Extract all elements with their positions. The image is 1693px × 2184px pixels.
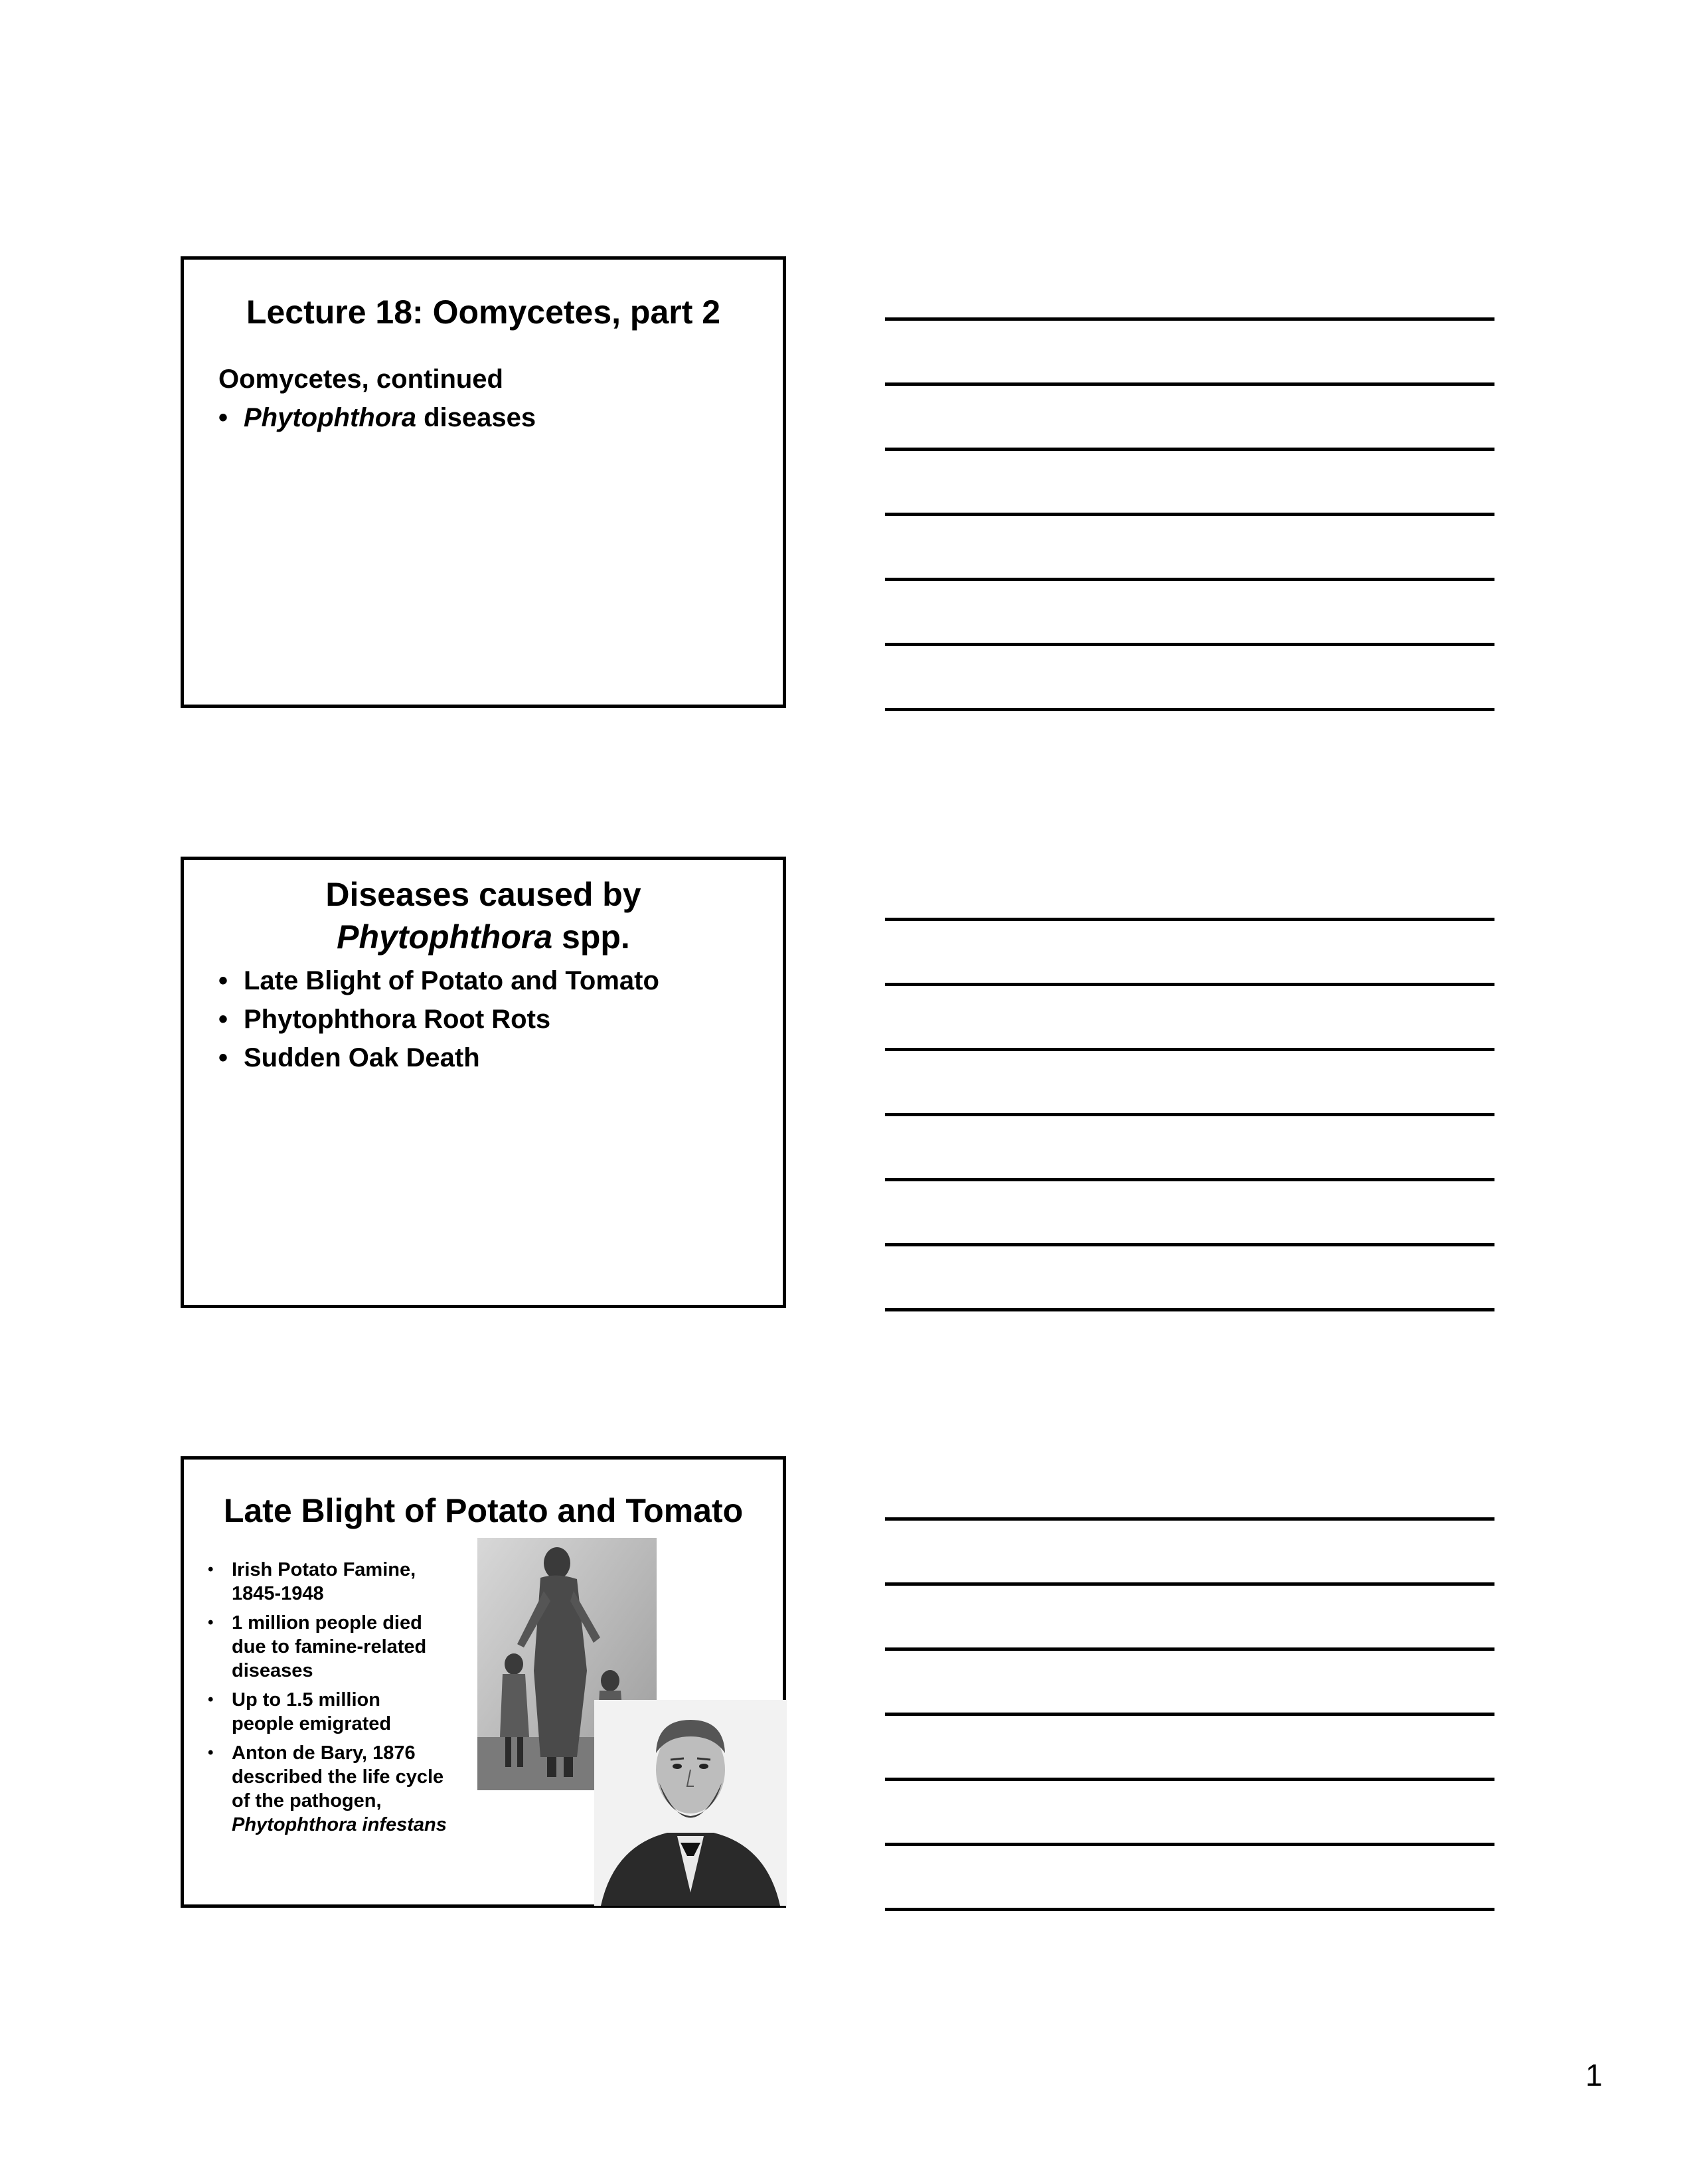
note-line [885,1048,1494,1051]
slide-2-title-line1: Diseases caused by [325,876,641,913]
bullet-marker: • [208,1614,214,1632]
list-item [218,1043,659,1082]
note-line [885,513,1494,516]
bullet-text: diseases [416,403,536,432]
list-item [208,1741,447,1837]
bullet-marker: • [218,1005,228,1034]
slide-1-bullet-list [218,403,536,441]
genus-name: Phytophthora [244,403,416,432]
note-line [885,578,1494,581]
species-name: Phytophthora infestans [232,1814,447,1835]
slide-1-subtitle: Oomycetes, continued [218,365,503,394]
note-line [885,382,1494,386]
slide-2 [181,857,786,1308]
note-line [885,918,1494,921]
bullet-text: Sudden Oak Death [244,1043,480,1072]
page-number: 1 [1585,2058,1603,2092]
title-suffix: spp. [552,918,630,956]
bullet-text: Up to 1.5 million people emigrated [232,1689,392,1734]
bullet-text: Phytophthora Root Rots [244,1005,551,1034]
list-item [208,1558,447,1606]
slide-1 [181,256,786,708]
list-item [208,1688,447,1736]
note-line [885,1113,1494,1116]
list-item [218,966,659,1005]
note-line [885,643,1494,646]
bullet-text: Late Blight of Potato and Tomato [244,966,659,995]
bullet-marker: • [218,403,228,432]
note-line [885,1582,1494,1586]
note-line [885,1713,1494,1716]
bullet-marker: • [208,1560,214,1578]
slide-3 [181,1456,786,1908]
note-line [885,1243,1494,1246]
note-line [885,317,1494,321]
list-item [218,403,536,433]
slide-3-bullet-list [208,1558,447,1842]
bullet-marker: • [208,1691,214,1709]
bullet-text: Irish Potato Famine, 1845-1948 [232,1559,416,1604]
slide-1-title: Lecture 18: Oomycetes, part 2 [246,294,721,331]
bullet-marker: • [218,1043,228,1072]
list-item [208,1611,447,1683]
note-line [885,1308,1494,1311]
list-item [218,1005,659,1043]
note-line [885,708,1494,711]
slide-2-bullet-list [218,966,659,1082]
genus-name: Phytophthora [337,918,553,956]
bullet-marker: • [218,966,228,995]
slide-2-title [184,873,783,958]
bullet-text: Anton de Bary, 1876 described the life cycle of the pathogen, [232,1742,444,1811]
note-line [885,1517,1494,1521]
note-line [885,448,1494,451]
note-line [885,983,1494,986]
slide-2-title-line2 [184,916,783,958]
bullet-marker: • [208,1744,214,1762]
bullet-text: 1 million people died due to famine-related diseases [232,1612,427,1681]
note-line [885,1778,1494,1781]
slide-3-title: Late Blight of Potato and Tomato [223,1492,744,1529]
note-line [885,1647,1494,1651]
note-line [885,1908,1494,1911]
note-line [885,1178,1494,1181]
note-line [885,1843,1494,1846]
anton-de-bary-portrait [594,1700,787,1906]
